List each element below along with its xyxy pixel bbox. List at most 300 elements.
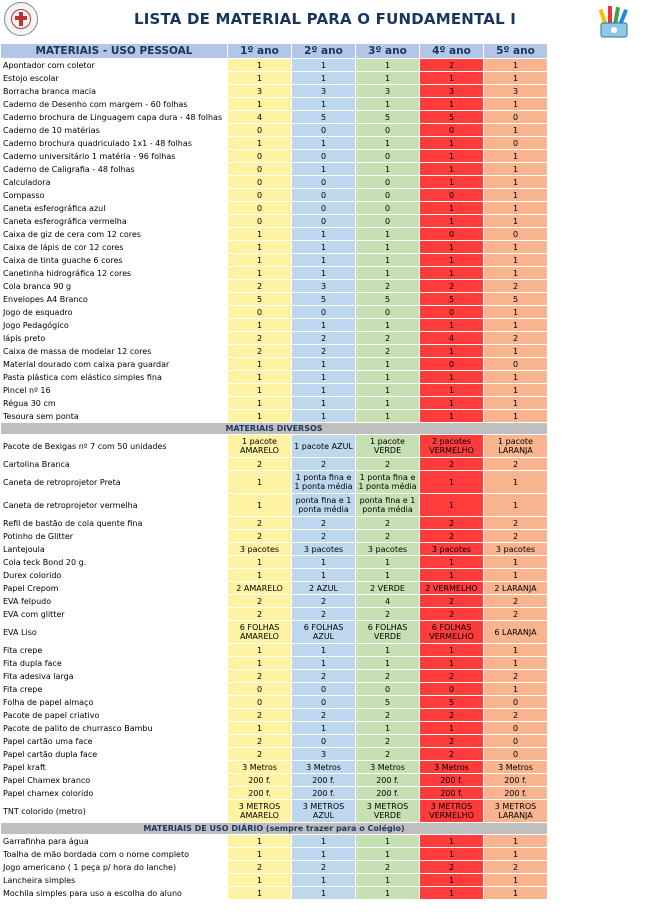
quantity-3-ano: 1 [384, 73, 391, 83]
quantity-3-ano: 6 FOLHAS VERDE [367, 623, 408, 641]
table-row [1, 530, 548, 543]
quantity-1-ano: 1 [256, 411, 263, 421]
quantity-5-ano: 200 f. [504, 775, 527, 785]
item-name: Potinho de Glitter [1, 530, 228, 543]
quantity-5-ano: 1 [512, 216, 519, 226]
quantity-5-ano: 1 [512, 398, 519, 408]
quantity-3-ano: 1 [384, 888, 391, 898]
quantity-5-ano: 1 [512, 242, 519, 252]
quantity-2-ano: 200 f. [312, 775, 335, 785]
item-name: Lantejoula [1, 543, 228, 556]
quantity-2-ano: 1 [320, 875, 327, 885]
item-name: Caixa de lápis de cor 12 cores [1, 241, 228, 254]
column-header-5-ano: 5º ano [484, 44, 548, 59]
table-row [1, 384, 548, 397]
item-name: EVA com glitter [1, 608, 228, 621]
quantity-2-ano: 1 [320, 411, 327, 421]
quantity-5-ano: 1 [512, 125, 519, 135]
quantity-1-ano: 1 [256, 723, 263, 733]
item-name: Pacote de Bexigas nº 7 com 50 unidades [1, 435, 228, 458]
quantity-2-ano: 1 [320, 242, 327, 252]
quantity-2-ano: 1 [320, 138, 327, 148]
quantity-5-ano: 1 [512, 268, 519, 278]
quantity-2-ano: 2 [320, 333, 327, 343]
item-name: Material dourado com caixa para guardar [1, 358, 228, 371]
quantity-3-ano: 1 [384, 229, 391, 239]
quantity-2-ano: 1 [320, 99, 327, 109]
quantity-4-ano: 5 [448, 697, 455, 707]
section-header-row [1, 823, 548, 835]
table-row [1, 709, 548, 722]
material-table [0, 43, 548, 900]
table-row [1, 683, 548, 696]
quantity-5-ano: 6 LARANJA [494, 627, 537, 637]
quantity-4-ano: 1 [448, 164, 455, 174]
pencil-cup-icon [596, 3, 632, 39]
quantity-5-ano: 1 [512, 836, 519, 846]
quantity-2-ano: 2 [320, 518, 327, 528]
item-name: Pincel nº 16 [1, 384, 228, 397]
item-name: Pasta plástica com elástico simples fina [1, 371, 228, 384]
quantity-4-ano: 0 [448, 125, 455, 135]
item-name: Cola branca 90 g [1, 280, 228, 293]
quantity-2-ano: 1 [320, 888, 327, 898]
table-row [1, 621, 548, 644]
quantity-3-ano: 1 [384, 242, 391, 252]
item-name: Papel cartão dupla face [1, 748, 228, 761]
table-row [1, 111, 548, 124]
quantity-3-ano: 1 [384, 875, 391, 885]
quantity-1-ano: 0 [256, 151, 263, 161]
quantity-2-ano: 0 [320, 151, 327, 161]
quantity-1-ano: 200 f. [248, 788, 271, 798]
quantity-3-ano: ponta fina e 1 ponta média [359, 496, 416, 514]
table-row [1, 494, 548, 517]
column-header-1-ano: 1º ano [228, 44, 292, 59]
quantity-1-ano: 1 pacote AMARELO [240, 437, 279, 455]
item-name: Durex colorido [1, 569, 228, 582]
quantity-5-ano: 2 [512, 531, 519, 541]
quantity-4-ano: 5 [448, 112, 455, 122]
quantity-1-ano: 0 [256, 216, 263, 226]
quantity-2-ano: 0 [320, 203, 327, 213]
quantity-2-ano: 1 [320, 723, 327, 733]
table-row [1, 215, 548, 228]
quantity-1-ano: 2 [256, 736, 263, 746]
quantity-5-ano: 1 [512, 60, 519, 70]
table-row [1, 137, 548, 150]
item-name: Toalha de mão bordada com o nome completo [1, 848, 228, 861]
quantity-2-ano: 3 pacotes [303, 544, 344, 554]
quantity-1-ano: 1 [256, 268, 263, 278]
column-header-3-ano: 3º ano [356, 44, 420, 59]
quantity-4-ano: 200 f. [440, 788, 463, 798]
table-row [1, 163, 548, 176]
quantity-5-ano: 1 [512, 645, 519, 655]
item-name: Fita crepe [1, 644, 228, 657]
quantity-2-ano: ponta fina e 1 ponta média [295, 496, 352, 514]
table-row [1, 59, 548, 72]
quantity-5-ano: 2 [512, 459, 519, 469]
quantity-4-ano: 1 [448, 203, 455, 213]
table-row [1, 657, 548, 670]
quantity-2-ano: 0 [320, 216, 327, 226]
quantity-1-ano: 1 [256, 229, 263, 239]
quantity-1-ano: 2 [256, 710, 263, 720]
quantity-1-ano: 1 [256, 557, 263, 567]
quantity-4-ano: 0 [448, 684, 455, 694]
quantity-1-ano: 0 [256, 164, 263, 174]
item-name: Caixa de giz de cera com 12 cores [1, 228, 228, 241]
table-row [1, 787, 548, 800]
quantity-4-ano: 2 [448, 671, 455, 681]
quantity-5-ano: 1 [512, 500, 519, 510]
quantity-5-ano: 1 [512, 320, 519, 330]
quantity-3-ano: 1 [384, 849, 391, 859]
quantity-5-ano: 2 [512, 596, 519, 606]
quantity-5-ano: 1 [512, 73, 519, 83]
item-name: Estojo escolar [1, 72, 228, 85]
quantity-4-ano: 2 pacotes VERMELHO [429, 437, 474, 455]
item-name: Caderno universitário 1 matéria - 96 folhas [1, 150, 228, 163]
quantity-4-ano: 2 VERMELHO [425, 583, 478, 593]
quantity-3-ano: 2 [384, 710, 391, 720]
quantity-2-ano: 1 [320, 836, 327, 846]
quantity-1-ano: 1 [256, 645, 263, 655]
quantity-1-ano: 2 [256, 862, 263, 872]
table-row [1, 241, 548, 254]
quantity-1-ano: 1 [256, 658, 263, 668]
table-row [1, 98, 548, 111]
item-name: Caderno de Caligrafia - 48 folhas [1, 163, 228, 176]
quantity-3-ano: 0 [384, 151, 391, 161]
quantity-4-ano: 1 [448, 372, 455, 382]
quantity-1-ano: 1 [256, 242, 263, 252]
quantity-2-ano: 1 [320, 557, 327, 567]
quantity-4-ano: 200 f. [440, 775, 463, 785]
quantity-4-ano: 3 METROS VERMELHO [429, 802, 474, 820]
table-row [1, 595, 548, 608]
item-name: TNT colorido (metro) [1, 800, 228, 823]
quantity-2-ano: 1 [320, 268, 327, 278]
item-name: Pacote de palito de churrasco Bambu [1, 722, 228, 735]
table-row [1, 608, 548, 621]
quantity-5-ano: 0 [512, 736, 519, 746]
quantity-2-ano: 5 [320, 294, 327, 304]
table-row [1, 670, 548, 683]
table-row [1, 150, 548, 163]
quantity-5-ano: 0 [512, 138, 519, 148]
quantity-4-ano: 2 [448, 596, 455, 606]
quantity-1-ano: 1 [256, 500, 263, 510]
quantity-3-ano: 2 [384, 531, 391, 541]
quantity-3-ano: 1 [384, 372, 391, 382]
quantity-2-ano: 2 [320, 710, 327, 720]
item-name: Mochila simples para uso a escolha do aluno [1, 887, 228, 900]
quantity-3-ano: 1 [384, 359, 391, 369]
quantity-1-ano: 0 [256, 203, 263, 213]
page-title: LISTA DE MATERIAL PARA O FUNDAMENTAL I [133, 10, 517, 28]
item-name: Envelopes A4 Branco [1, 293, 228, 306]
quantity-2-ano: 6 FOLHAS AZUL [303, 623, 344, 641]
quantity-1-ano: 3 METROS AMARELO [238, 802, 281, 820]
quantity-1-ano: 1 [256, 73, 263, 83]
quantity-3-ano: 1 [384, 411, 391, 421]
quantity-2-ano: 2 [320, 596, 327, 606]
quantity-5-ano: 1 [512, 190, 519, 200]
table-row [1, 202, 548, 215]
quantity-3-ano: 1 [384, 836, 391, 846]
quantity-5-ano: 2 [512, 518, 519, 528]
quantity-4-ano: 1 [448, 177, 455, 187]
quantity-3-ano: 2 [384, 671, 391, 681]
quantity-5-ano: 3 METROS LARANJA [494, 802, 537, 820]
quantity-4-ano: 1 [448, 500, 455, 510]
section-title: MATERIAIS DIVERSOS [1, 423, 548, 435]
quantity-2-ano: 1 [320, 320, 327, 330]
item-name: Lancheira simples [1, 874, 228, 887]
table-row [1, 848, 548, 861]
quantity-2-ano: 2 [320, 459, 327, 469]
item-name: Garrafinha para água [1, 835, 228, 848]
table-row [1, 644, 548, 657]
quantity-2-ano: 0 [320, 125, 327, 135]
item-name: Calculadora [1, 176, 228, 189]
quantity-4-ano: 6 FOLHAS VERMELHO [429, 623, 474, 641]
quantity-3-ano: 2 [384, 862, 391, 872]
quantity-2-ano: 1 [320, 645, 327, 655]
item-name: Régua 30 cm [1, 397, 228, 410]
quantity-3-ano: 1 [384, 268, 391, 278]
item-name: lápis preto [1, 332, 228, 345]
item-name: Pacote de papel criativo [1, 709, 228, 722]
item-name: Borracha branca macia [1, 85, 228, 98]
quantity-5-ano: 1 [512, 849, 519, 859]
quantity-1-ano: 2 [256, 459, 263, 469]
quantity-2-ano: 0 [320, 190, 327, 200]
quantity-4-ano: 1 [448, 570, 455, 580]
table-row [1, 358, 548, 371]
item-name: Jogo americano ( 1 peça p/ hora do lanche) [1, 861, 228, 874]
quantity-4-ano: 1 [448, 557, 455, 567]
table-row [1, 332, 548, 345]
quantity-4-ano: 1 [448, 73, 455, 83]
quantity-1-ano: 1 [256, 385, 263, 395]
quantity-4-ano: 0 [448, 190, 455, 200]
quantity-2-ano: 2 [320, 531, 327, 541]
quantity-3-ano: 1 [384, 398, 391, 408]
quantity-4-ano: 3 pacotes [431, 544, 472, 554]
quantity-3-ano: 1 [384, 385, 391, 395]
quantity-1-ano: 0 [256, 684, 263, 694]
item-name: Caneta esferográfica azul [1, 202, 228, 215]
item-name: Caderno brochura de Linguagem capa dura - 48 folhas [1, 111, 228, 124]
quantity-2-ano: 0 [320, 736, 327, 746]
quantity-5-ano: 2 [512, 671, 519, 681]
quantity-2-ano: 1 [320, 385, 327, 395]
table-row [1, 293, 548, 306]
item-name: Refil de bastão de cola quente fina [1, 517, 228, 530]
item-name: Caneta de retroprojetor vermelha [1, 494, 228, 517]
quantity-3-ano: 1 [384, 320, 391, 330]
quantity-4-ano: 2 [448, 531, 455, 541]
quantity-2-ano: 3 [320, 281, 327, 291]
quantity-4-ano: 1 [448, 836, 455, 846]
quantity-3-ano: 2 [384, 518, 391, 528]
quantity-5-ano: 0 [512, 723, 519, 733]
quantity-2-ano: 5 [320, 112, 327, 122]
quantity-3-ano: 2 [384, 346, 391, 356]
quantity-3-ano: 5 [384, 112, 391, 122]
item-name: Caderno de Desenho com margem - 60 folhas [1, 98, 228, 111]
quantity-1-ano: 1 [256, 138, 263, 148]
quantity-5-ano: 2 [512, 862, 519, 872]
quantity-3-ano: 1 [384, 557, 391, 567]
quantity-5-ano: 0 [512, 229, 519, 239]
quantity-2-ano: 0 [320, 697, 327, 707]
item-name: Caneta esferográfica vermelha [1, 215, 228, 228]
quantity-4-ano: 1 [448, 255, 455, 265]
quantity-5-ano: 1 [512, 372, 519, 382]
item-name: Caixa de massa de modelar 12 cores [1, 345, 228, 358]
quantity-5-ano: 1 [512, 203, 519, 213]
table-row [1, 254, 548, 267]
quantity-4-ano: 0 [448, 307, 455, 317]
quantity-1-ano: 1 [256, 849, 263, 859]
quantity-3-ano: 2 [384, 281, 391, 291]
table-row [1, 397, 548, 410]
item-name: Papel Crepom [1, 582, 228, 595]
table-row [1, 735, 548, 748]
quantity-4-ano: 1 [448, 411, 455, 421]
quantity-2-ano: 1 [320, 164, 327, 174]
quantity-1-ano: 200 f. [248, 775, 271, 785]
quantity-5-ano: 3 pacotes [495, 544, 536, 554]
quantity-5-ano: 2 [512, 609, 519, 619]
quantity-2-ano: 1 [320, 229, 327, 239]
table-row [1, 280, 548, 293]
quantity-2-ano: 1 [320, 359, 327, 369]
quantity-3-ano: 3 Metros [370, 762, 405, 772]
item-name: Caneta de retroprojetor Preta [1, 471, 228, 494]
quantity-4-ano: 1 [448, 398, 455, 408]
item-name: Fita adesiva larga [1, 670, 228, 683]
quantity-5-ano: 1 [512, 385, 519, 395]
quantity-3-ano: 1 [384, 723, 391, 733]
quantity-3-ano: 0 [384, 203, 391, 213]
quantity-2-ano: 1 [320, 849, 327, 859]
item-name: EVA felpudo [1, 595, 228, 608]
quantity-3-ano: 0 [384, 177, 391, 187]
quantity-2-ano: 1 [320, 658, 327, 668]
quantity-5-ano: 1 [512, 875, 519, 885]
quantity-5-ano: 1 [512, 164, 519, 174]
table-row [1, 228, 548, 241]
item-name: Folha de papel almaço [1, 696, 228, 709]
quantity-1-ano: 2 [256, 671, 263, 681]
table-row [1, 267, 548, 280]
quantity-5-ano: 5 [512, 294, 519, 304]
quantity-3-ano: 3 [384, 86, 391, 96]
item-name: Papel Chamex branco [1, 774, 228, 787]
quantity-3-ano: 2 [384, 749, 391, 759]
quantity-4-ano: 4 [448, 333, 455, 343]
quantity-5-ano: 1 [512, 658, 519, 668]
table-row [1, 410, 548, 423]
quantity-2-ano: 1 [320, 372, 327, 382]
quantity-1-ano: 2 [256, 518, 263, 528]
table-row [1, 345, 548, 358]
quantity-4-ano: 2 [448, 609, 455, 619]
quantity-4-ano: 1 [448, 723, 455, 733]
table-row [1, 176, 548, 189]
column-header-materials: MATERIAIS - USO PESSOAL [1, 44, 228, 59]
column-header-2-ano: 2º ano [292, 44, 356, 59]
table-row [1, 306, 548, 319]
item-name: Papel chamex colorido [1, 787, 228, 800]
quantity-4-ano: 1 [448, 385, 455, 395]
table-row [1, 556, 548, 569]
column-header-4-ano: 4º ano [420, 44, 484, 59]
quantity-5-ano: 1 [512, 477, 519, 487]
quantity-1-ano: 2 [256, 531, 263, 541]
quantity-3-ano: 1 [384, 60, 391, 70]
table-row [1, 874, 548, 887]
quantity-1-ano: 1 [256, 359, 263, 369]
quantity-1-ano: 1 [256, 477, 263, 487]
item-name: Fita dupla face [1, 657, 228, 670]
quantity-1-ano: 0 [256, 697, 263, 707]
item-name: Caixa de tinta guache 6 cores [1, 254, 228, 267]
quantity-4-ano: 2 [448, 60, 455, 70]
quantity-2-ano: 2 [320, 609, 327, 619]
quantity-2-ano: 2 [320, 862, 327, 872]
quantity-5-ano: 1 [512, 346, 519, 356]
item-name: Fita crepe [1, 683, 228, 696]
quantity-4-ano: 2 [448, 710, 455, 720]
quantity-3-ano: 0 [384, 125, 391, 135]
quantity-5-ano: 0 [512, 749, 519, 759]
quantity-3-ano: 2 [384, 459, 391, 469]
item-name: Compasso [1, 189, 228, 202]
table-row [1, 835, 548, 848]
quantity-2-ano: 1 [320, 60, 327, 70]
quantity-4-ano: 3 Metros [434, 762, 469, 772]
quantity-3-ano: 2 [384, 609, 391, 619]
quantity-3-ano: 5 [384, 697, 391, 707]
quantity-1-ano: 0 [256, 190, 263, 200]
quantity-2-ano: 2 [320, 671, 327, 681]
quantity-3-ano: 3 METROS VERDE [366, 802, 409, 820]
quantity-5-ano: 1 [512, 557, 519, 567]
quantity-5-ano: 1 [512, 151, 519, 161]
quantity-5-ano: 2 [512, 710, 519, 720]
quantity-5-ano: 1 pacote LARANJA [498, 437, 533, 455]
quantity-5-ano: 0 [512, 112, 519, 122]
quantity-4-ano: 3 [448, 86, 455, 96]
quantity-1-ano: 0 [256, 125, 263, 135]
quantity-3-ano: 4 [384, 596, 391, 606]
quantity-2-ano: 0 [320, 177, 327, 187]
page-header [0, 0, 650, 42]
table-row [1, 696, 548, 709]
quantity-1-ano: 3 [256, 86, 263, 96]
quantity-3-ano: 3 pacotes [367, 544, 408, 554]
quantity-2-ano: 1 [320, 73, 327, 83]
table-row [1, 371, 548, 384]
quantity-3-ano: 1 pacote VERDE [370, 437, 405, 455]
quantity-4-ano: 2 [448, 749, 455, 759]
